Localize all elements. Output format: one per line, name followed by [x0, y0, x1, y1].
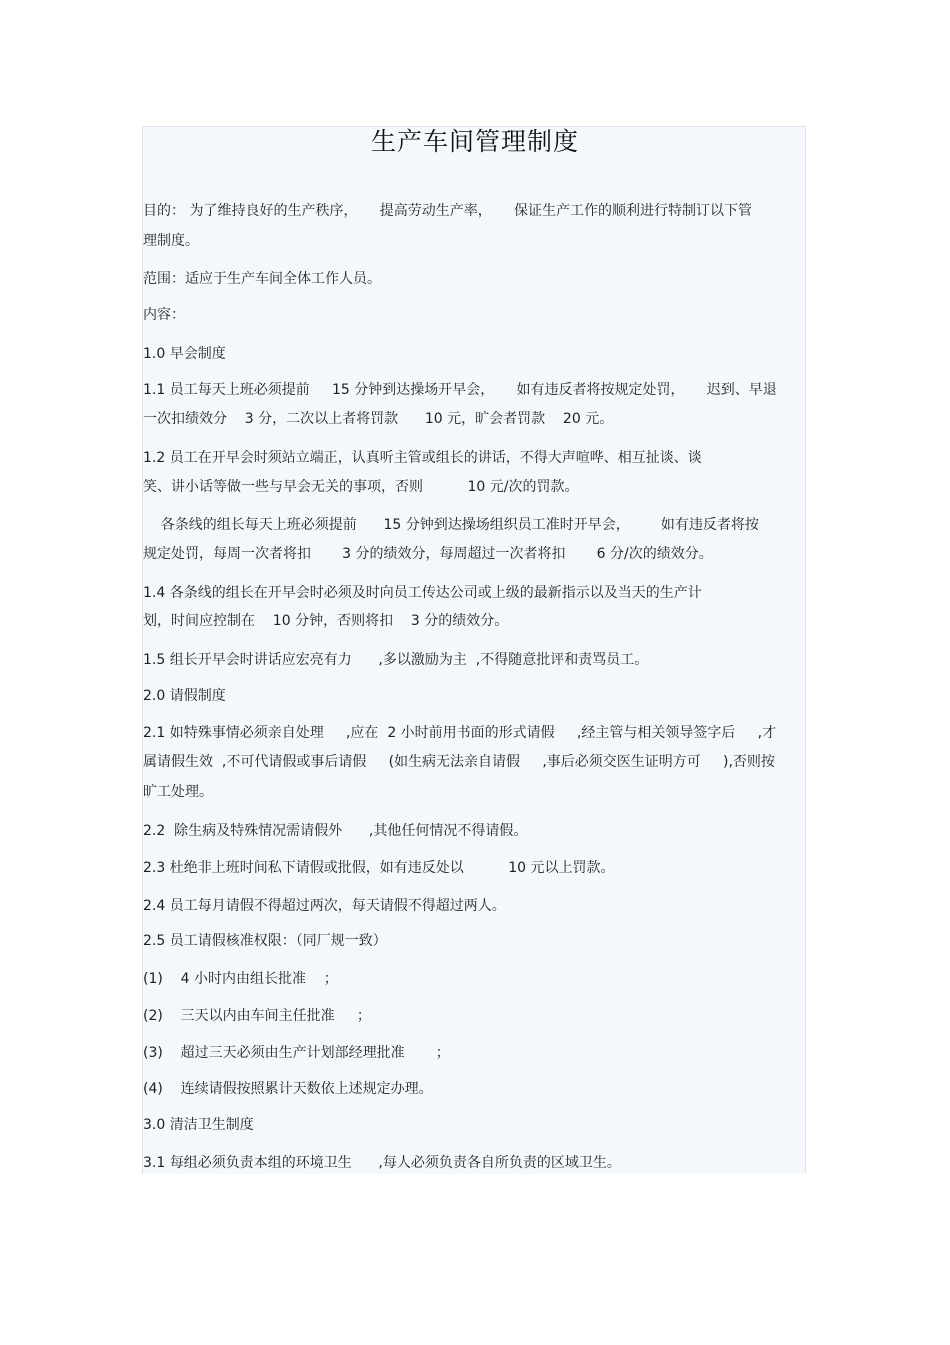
- purpose-line-2: 理制度。: [143, 233, 199, 249]
- clause-2-1-line-3: 旷工处理。: [143, 784, 213, 800]
- clause-1-5-line: 1.5 组长开早会时讲话应宏亮有力 ,多以激励为主 ,不得随意批评和责骂员工。: [143, 652, 649, 668]
- clause-1-2-line-1: 1.2 员工在开早会时须站立端正，认真听主管或组长的讲话，不得大声喧哗、相互扯谈、谈: [143, 450, 702, 466]
- clause-1-4-line-1: 1.4 各条线的组长在开早会时必须及时向员工传达公司或上级的最新指示以及当天的生产计: [143, 585, 702, 601]
- clause-2-1-line-1: 2.1 如特殊事情必须亲自处理 ,应在 2 小时前用书面的形式请假 ,经主管与相关领导签字后 ,才: [143, 725, 777, 741]
- clause-1-1-line-1: 1.1 员工每天上班必须提前 15 分钟到达操场开早会， 如有违反者将按规定处罚， 迟到、早退: [143, 382, 777, 398]
- clause-3-1-line: 3.1 每组必须负责本组的环境卫生 ,每人必须负责各自所负责的区域卫生。: [143, 1155, 621, 1171]
- list-item-1: (1) 4 小时内由组长批准 ；: [143, 971, 338, 987]
- scope-line: 范围：适应于生产车间全体工作人员。: [143, 271, 381, 287]
- clause-2-5-line: 2.5 员工请假核准权限：（同厂规一致）: [143, 933, 387, 949]
- clause-1-1-line-2: 一次扣绩效分 3 分，二次以上者将罚款 10 元，旷会者罚款 20 元。: [143, 411, 614, 427]
- clause-2-4-line: 2.4 员工每月请假不得超过两次，每天请假不得超过两人。: [143, 898, 506, 914]
- clause-2-1-line-2: 属请假生效 ,不可代请假或事后请假 (如生病无法亲自请假 ,事后必须交医生证明方可 ),否则按: [143, 754, 775, 770]
- section-heading-2-0: 2.0 请假制度: [143, 688, 226, 704]
- document-title: 生产车间管理制度: [370, 127, 579, 156]
- content-label: 内容：: [143, 307, 185, 323]
- section-heading-1-0: 1.0 早会制度: [143, 346, 226, 362]
- clause-1-3-line-1: 各条线的组长每天上班必须提前 15 分钟到达操场组织员工准时开早会， 如有违反者将按: [143, 517, 759, 533]
- list-item-4: (4) 连续请假按照累计天数依上述规定办理。: [143, 1081, 433, 1097]
- list-item-3: (3) 超过三天必须由生产计划部经理批准 ；: [143, 1045, 450, 1061]
- clause-1-3-line-2: 规定处罚，每周一次者将扣 3 分的绩效分，每周超过一次者将扣 6 分/次的绩效分。: [143, 546, 713, 562]
- document-page: [142, 126, 806, 1174]
- section-heading-3-0: 3.0 清洁卫生制度: [143, 1117, 254, 1133]
- clause-2-3-line: 2.3 杜绝非上班时间私下请假或批假，如有违反处以 10 元以上罚款。: [143, 860, 615, 876]
- clause-1-2-line-2: 笑、讲小话等做一些与早会无关的事项，否则 10 元/次的罚款。: [143, 479, 579, 495]
- purpose-line-1: 目的： 为了维持良好的生产秩序， 提高劳动生产率， 保证生产工作的顺利进行特制订以下管: [143, 203, 752, 219]
- clause-2-2-line: 2.2 除生病及特殊情况需请假外 ,其他任何情况不得请假。: [143, 823, 528, 839]
- list-item-2: (2) 三天以内由车间主任批准 ；: [143, 1008, 371, 1024]
- clause-1-4-line-2: 划，时间应控制在 10 分钟，否则将扣 3 分的绩效分。: [143, 613, 509, 629]
